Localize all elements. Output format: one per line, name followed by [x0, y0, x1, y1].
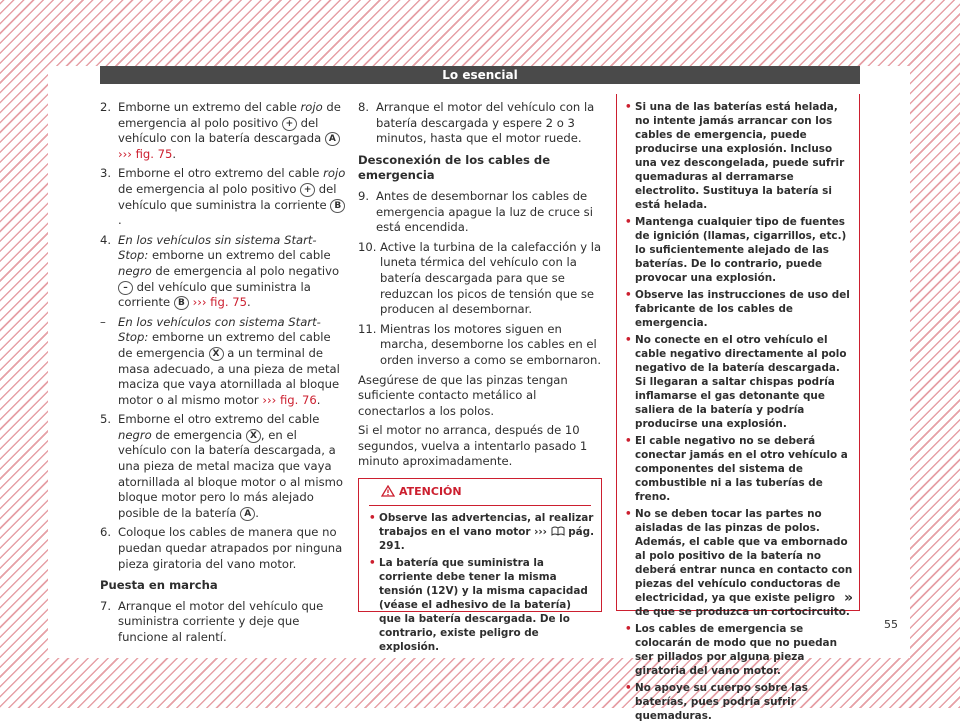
label-b: B — [174, 296, 189, 310]
plus-symbol: + — [300, 183, 315, 197]
continue-arrow-icon: » — [843, 590, 853, 606]
label-x: X — [209, 347, 224, 361]
step-4: 4. En los vehículos sin sistema Start-Stop: emborne un extremo del cable negro de emergencia al polo negativo – del vehículo que suministra la corriente B ››› fig. 75. — [100, 232, 340, 310]
warning-body — [625, 100, 853, 726]
step-3: 3. Emborne el otro extremo del cable rojo de emergencia al polo positivo + del vehículo que suministra la corriente B. — [100, 166, 346, 228]
manual-book-icon — [551, 526, 565, 536]
label-x: X — [246, 429, 261, 443]
warning-bullet: • No conecte en el otro vehículo el cable negativo directamente al polo negativo de la batería descargada. Si llegaran a saltar chispas podría inflamarse el gas detonante que saliera de la batería y podría producirse una explosión. — [625, 334, 847, 430]
warning-bullet: • Mantenga cualquier tipo de fuentes de ignición (llamas, cigarrillos, etc.) lo suficientemente alejado de las baterías. De lo contrario, puede provocar una explosión. — [625, 216, 847, 284]
divider — [369, 505, 591, 506]
page-link[interactable]: pág. 291 — [379, 526, 595, 552]
plus-symbol: + — [282, 117, 297, 131]
warning-continued-box — [616, 94, 860, 722]
label-a: A — [325, 132, 340, 146]
page-number: 55 — [884, 618, 898, 631]
step-9: 9. Antes de desembornar los cables de emergencia apague la luz de cruce si está encendida. — [358, 188, 593, 235]
ref-arrow: ››› — [192, 295, 207, 310]
warning-bullet: • No apoye su cuerpo sobre las baterías, pues podría sufrir quemaduras. — [625, 682, 808, 722]
step-11: 11. Mientras los motores siguen en marcha, desemborne los cables en el orden inverso a como se embornaron. — [358, 321, 602, 367]
section-heading: Puesta en marcha — [100, 578, 218, 593]
minus-symbol: – — [118, 281, 133, 295]
warning-triangle-icon — [381, 485, 395, 497]
warning-bullet: • Observe las advertencias, al realizar trabajos en el vano motor ››› pág. 291. — [369, 512, 595, 552]
paragraph: Si el motor no arranca, después de 10 segundos, vuelva a intentarlo pasado 1 minuto aproximadamente. — [358, 423, 588, 469]
warning-bullet: • Los cables de emergencia se colocarán de modo que no puedan ser pillados por alguna pieza giratoria del vano motor. — [625, 623, 837, 677]
step-dash: – En los vehículos con sistema Start-Stop: emborne un extremo del cable de emergencia X a un terminal de masa adecuado, a una pieza de metal maciza que vaya atornillada al bloque motor o al mismo motor ››› fig. 76. — [100, 314, 340, 407]
step-6: 6. Coloque los cables de manera que no puedan quedar atrapados por ninguna pieza giratoria del vano motor. — [100, 525, 343, 571]
step-2: 2. Emborne un extremo del cable rojo de emergencia al polo positivo + del vehículo con la batería descargada A ››› fig. 75. — [100, 100, 341, 161]
left-column — [100, 100, 346, 650]
warning-bullet: • El cable negativo no se deberá conectar jamás en el otro vehículo a componentes del sistema de combustible ni a las tuberías de freno. — [625, 435, 848, 503]
ref-arrow: ››› — [118, 146, 132, 161]
warning-body — [369, 511, 595, 657]
fig-link[interactable]: fig. 76 — [279, 392, 317, 407]
warning-bullet: • No se deben tocar las partes no aisladas de las pinzas de polos. Además, el cable que va embornado al polo positivo de la batería no deberá entrar nunca en contacto con piezas del vehículo conductoras de electricidad, ya que existe peligro de que se produzca un cortocircuito. — [625, 508, 853, 618]
step-5: 5. Emborne el otro extremo del cable negro de emergencia X , en el vehículo con la batería descargada, a una pieza de metal maciza que vaya atornillada al bloque motor o al mismo bloque motor pero lo más alejado posible de la batería A . — [100, 412, 343, 520]
warning-bullet: • Si una de las baterías está helada, no intente jamás arrancar con los cables de emergencia, puede producirse una explosión. Incluso una vez descongelada, puede sufrir quemaduras al derramarse electrolito. Sustituya la batería si está helada. — [625, 101, 845, 211]
ref-arrow: ››› — [262, 392, 277, 407]
fig-link[interactable]: fig. 75 — [210, 295, 247, 310]
section-header: Lo esencial — [100, 66, 860, 84]
step-8: 8. Arranque el motor del vehículo con la batería descargada y espere 2 o 3 minutos, hasta que el motor ruede. — [358, 100, 595, 146]
warning-title: ATENCIÓN — [381, 485, 462, 498]
label-a: A — [240, 507, 255, 521]
warning-box — [358, 478, 602, 653]
paragraph: Asegúrese de que las pinzas tengan suficiente contacto metálico al conectarlos a los polos. — [358, 372, 568, 418]
label-b: B — [330, 199, 345, 213]
step-10: 10. Active la turbina de la calefacción y la luneta térmica del vehículo con la batería descargada para que se reduzcan los picos de tensión que se producen al desembornar. — [358, 239, 602, 317]
warning-bullet: • Observe las instrucciones de uso del fabricante de los cables de emergencia. — [625, 289, 850, 329]
middle-column — [358, 100, 602, 474]
warning-bullet: • La batería que suministra la corriente debe tener la misma tensión (12V) y la misma capacidad (véase el adhesivo de la batería) que la batería descargada. De lo contrario, existe peligro de explosión. — [369, 557, 588, 653]
step-7: 7. Arranque el motor del vehículo que suministra corriente y deje que funcione al ralentí. — [100, 598, 324, 644]
section-heading: Desconexión de los cables de emergencia — [358, 152, 551, 183]
fig-link[interactable]: fig. 75 — [135, 146, 173, 161]
